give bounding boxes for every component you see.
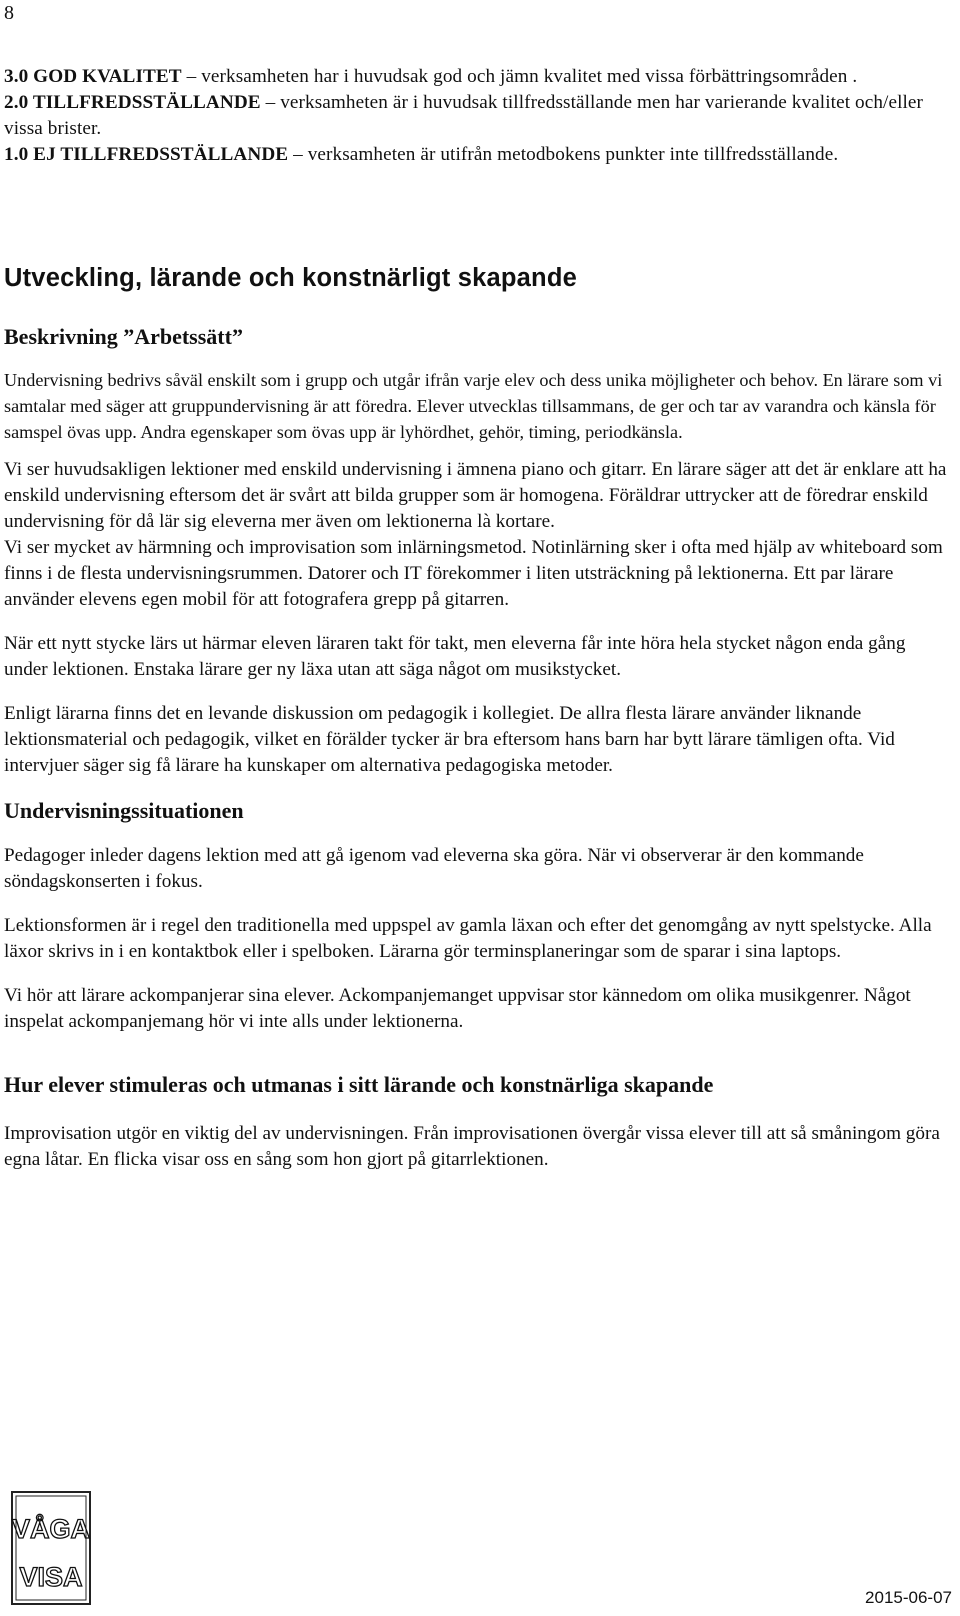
scale-item-head: 3.0 GOD KVALITET: [4, 66, 182, 87]
paragraph: Lektionsformen är i regel den traditionella med uppspel av gamla läxan och efter det genomgång av nytt spelstycke. Alla läxor skrivs in i en kontaktbok eller i spelboken. Lärarna gör terminsplaneringar som de sparar i sina laptops.: [4, 915, 932, 962]
scale-item-1: [4, 142, 949, 168]
paragraph: Vi ser mycket av härmning och improvisation som inlärningsmetod. Notinlärning sker i ofta med hjälp av whiteboard som finns i de flesta undervisningsrummen. Datorer och IT förekommer i liten utsträckning på lektionerna. Ett par lärare använder elevens egen mobil för att fotografera grepp på gitarren.: [4, 537, 943, 610]
document-body: [4, 64, 949, 1173]
logo-text-top: VÅGA: [11, 1514, 91, 1544]
scale-item-head: 1.0 EJ TILLFREDSSTÄLLANDE: [4, 144, 289, 165]
scale-item-3: [4, 64, 949, 90]
scale-item-text: verksamheten är utifrån metodbokens punkter inte tillfredsställande.: [307, 144, 839, 165]
paragraph: När ett nytt stycke lärs ut härmar eleven läraren takt för takt, men eleverna får inte höra hela stycket någon enda gång under lektionen. Enstaka lärare ger ny läxa utan att säga något om musikstycket.: [4, 633, 906, 680]
logo-text-bottom: VISA: [19, 1562, 83, 1592]
section-heading: Hur elever stimuleras och utmanas i sitt lärande och konstnärliga skapande: [4, 1072, 714, 1097]
scale-item-dash: –: [293, 144, 303, 165]
vaga-visa-logo: [10, 1490, 92, 1606]
section-subheading: Beskrivning ”Arbetssätt”: [4, 324, 243, 349]
paragraph: Improvisation utgör en viktig del av undervisningen. Från improvisationen övergår vissa elever till att så småningom göra egna låtar. En flicka visar oss en sång som hon gjort på gitarrlektionen.: [4, 1123, 940, 1170]
scale-item-head: 2.0 TILLFREDSSTÄLLANDE: [4, 92, 261, 113]
scale-item-dash: –: [265, 92, 276, 113]
paragraph: Pedagoger inleder dagens lektion med att gå igenom vad eleverna ska göra. När vi observerar är den kommande söndagskonserten i fokus.: [4, 845, 864, 892]
section-heading: Undervisningssituationen: [4, 798, 244, 823]
scale-item-text: verksamheten har i huvudsak god och jämn kvalitet med vissa förbättringsområden .: [201, 66, 858, 87]
scale-item-2: [4, 90, 949, 142]
paragraph: Vi hör att lärare ackompanjerar sina elever. Ackompanjemanget uppvisar stor kännedom om olika musikgenrer. Något inspelat ackompanjemang hör vi inte alls under lektionerna.: [4, 985, 911, 1032]
scale-item-text: verksamheten är i huvudsak tillfredsställande men har varierande kvalitet och/eller vissa brister.: [4, 92, 924, 139]
quality-scale: [4, 64, 949, 168]
scale-item-dash: –: [186, 66, 197, 87]
section-heading: Utveckling, lärande och konstnärligt skapande: [4, 264, 577, 292]
paragraph: Enligt lärarna finns det en levande diskussion om pedagogik i kollegiet. De allra flesta lärare använder liknande lektionsmaterial och pedagogik, vilket en förälder tycker är bra eftersom hans barn har bytt lärare tämligen ofta. Vid intervjuer säger sig få lärare ha kunskaper om alternativa pedagogiska metoder.: [4, 703, 895, 776]
paragraph: Vi ser huvudsakligen lektioner med enskild undervisning i ämnena piano och gitarr. En lärare säger att det är enklare att ha enskild undervisning eftersom det är svårt att bilda grupper som är homogena. Föräldrar uttrycker att de föredrar enskild undervisning för då lär sig eleverna mer även om lektionerna là kortare.: [4, 459, 947, 532]
page-number: 8: [4, 2, 14, 24]
footer-date: 2015-06-07: [865, 1588, 952, 1607]
paragraph: Undervisning bedrivs såväl enskilt som i grupp och utgår ifrån varje elev och dess unika möjligheter och behov. En lärare som vi samtalar med säger att gruppundervisning är att föredra. Elever utvecklas tillsammans, de ger och tar av varandra och känsla för samspel övas upp. Andra egenskaper som övas upp är lyhördhet, gehör, timing, periodkänsla.: [4, 370, 943, 442]
